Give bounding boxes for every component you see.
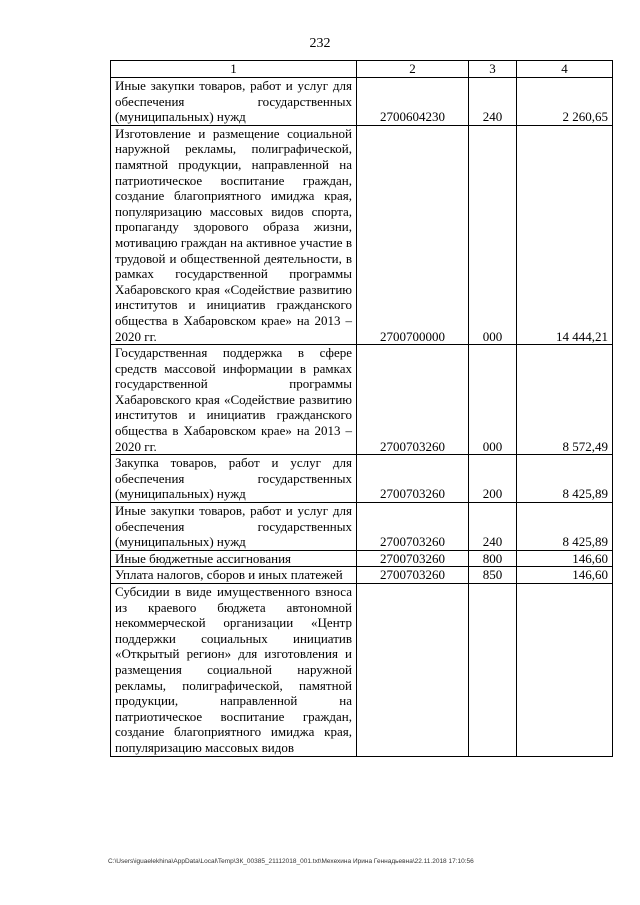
row-description: Иные бюджетные ассигнования bbox=[111, 550, 357, 567]
row-amount: 8 572,49 bbox=[517, 345, 613, 455]
header-cell-2: 2 bbox=[357, 61, 469, 78]
table-row bbox=[111, 567, 613, 584]
row-target-code: 2700604230 bbox=[357, 78, 469, 126]
budget-table bbox=[110, 60, 613, 757]
page-number: 232 bbox=[309, 36, 331, 51]
row-amount: 8 425,89 bbox=[517, 503, 613, 551]
row-target-code: 2700703260 bbox=[357, 345, 469, 455]
row-expense-type: 200 bbox=[469, 455, 517, 503]
row-description: Изготовление и размещение социальной наружной рекламы, полиграфической, памятной продукции, направленной на патриотическое воспитание граждан, создание благоприятного имиджа края, популяризацию массовых видов спорта, пропаганду здорового образа жизни, мотивацию граждан на активное участие в трудовой и общественной деятельности, в рамках государственной программы Хабаровского края «Содействие развитию институтов и инициатив гражданского общества в Хабаровском крае» на 2013 – 2020 гг. bbox=[111, 125, 357, 344]
row-expense-type bbox=[469, 584, 517, 757]
file-path-footer: C:\Users\iguaelekhina\AppData\Local\Temp\ЗК_00385_21112018_001.txt\Мехехина Ирина Геннадьевна\22.11.2018 17:10:56 bbox=[108, 858, 474, 865]
table-row bbox=[111, 125, 613, 344]
row-target-code: 2700703260 bbox=[357, 550, 469, 567]
table-header-row bbox=[111, 61, 613, 78]
row-amount: 146,60 bbox=[517, 567, 613, 584]
row-expense-type: 800 bbox=[469, 550, 517, 567]
row-expense-type: 000 bbox=[469, 345, 517, 455]
row-target-code: 2700703260 bbox=[357, 455, 469, 503]
table-row bbox=[111, 584, 613, 757]
row-amount bbox=[517, 584, 613, 757]
row-target-code: 2700703260 bbox=[357, 567, 469, 584]
row-amount: 8 425,89 bbox=[517, 455, 613, 503]
row-target-code: 2700700000 bbox=[357, 125, 469, 344]
row-expense-type: 240 bbox=[469, 78, 517, 126]
header-cell-1: 1 bbox=[111, 61, 357, 78]
row-description: Государственная поддержка в сфере средств массовой информации в рамках государственной программы Хабаровского края «Содействие развитию институтов и инициатив гражданского общества в Хабаровском крае» на 2013 – 2020 гг. bbox=[111, 345, 357, 455]
header-cell-4: 4 bbox=[517, 61, 613, 78]
row-description: Иные закупки товаров, работ и услуг для обеспечения государственных (муниципальных) нужд bbox=[111, 503, 357, 551]
table-row bbox=[111, 78, 613, 126]
table-row bbox=[111, 503, 613, 551]
row-amount: 2 260,65 bbox=[517, 78, 613, 126]
table-row bbox=[111, 345, 613, 455]
row-description: Закупка товаров, работ и услуг для обеспечения государственных (муниципальных) нужд bbox=[111, 455, 357, 503]
row-description: Иные закупки товаров, работ и услуг для обеспечения государственных (муниципальных) нужд bbox=[111, 78, 357, 126]
header-cell-3: 3 bbox=[469, 61, 517, 78]
row-description: Субсидии в виде имущественного взноса из краевого бюджета автономной некоммерческой организации «Центр поддержки социальных инициатив «Открытый регион» для изготовления и размещения социальной наружной рекламы, полиграфической, памятной продукции, направленной на патриотическое воспитание граждан, создание благоприятного имиджа края, популяризацию массовых видов bbox=[111, 584, 357, 757]
row-amount: 146,60 bbox=[517, 550, 613, 567]
row-target-code bbox=[357, 584, 469, 757]
row-expense-type: 240 bbox=[469, 503, 517, 551]
row-expense-type: 850 bbox=[469, 567, 517, 584]
row-amount: 14 444,21 bbox=[517, 125, 613, 344]
table-row bbox=[111, 455, 613, 503]
table-row bbox=[111, 550, 613, 567]
row-description: Уплата налогов, сборов и иных платежей bbox=[111, 567, 357, 584]
row-expense-type: 000 bbox=[469, 125, 517, 344]
row-target-code: 2700703260 bbox=[357, 503, 469, 551]
